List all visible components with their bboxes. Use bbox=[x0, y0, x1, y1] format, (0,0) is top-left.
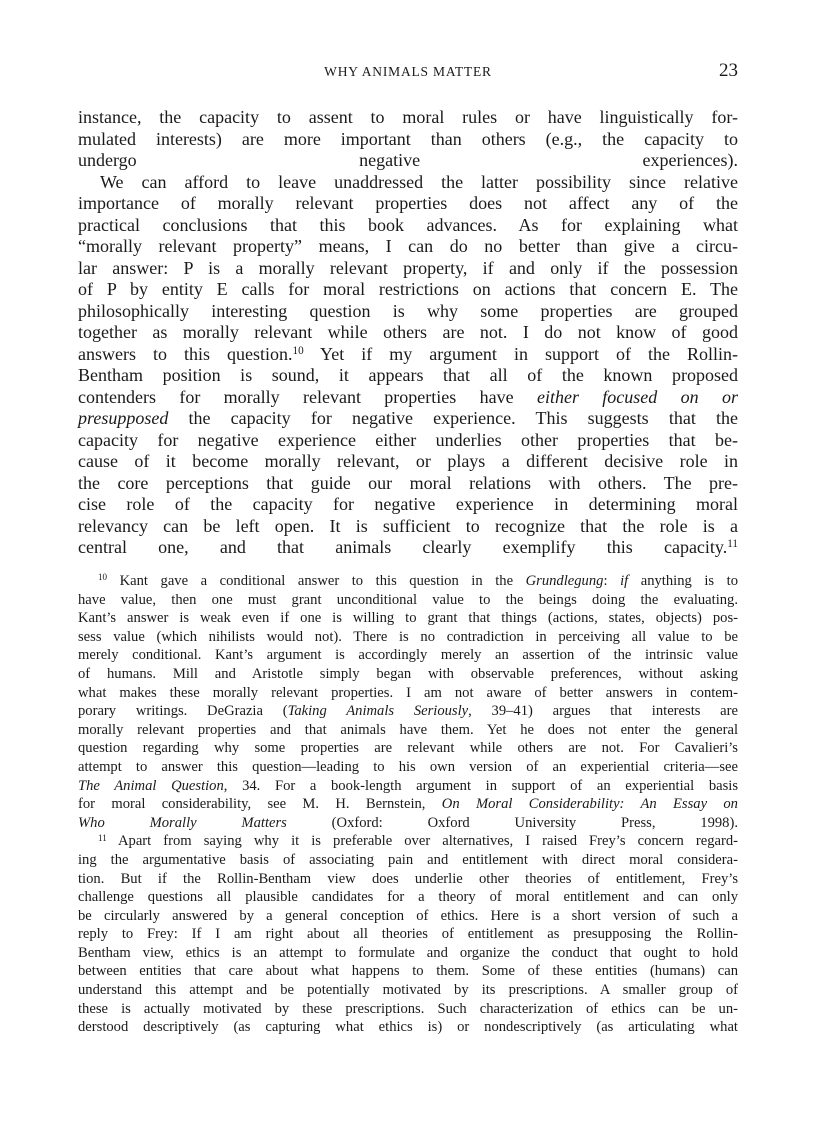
text-segment: mulated interests) are more important than others (e.g., the capacity to bbox=[78, 128, 738, 149]
text-segment: between entities that care about what happens to them. Some of these entities (humans) can bbox=[78, 963, 738, 980]
body-line bbox=[78, 215, 738, 237]
text-segment: practical conclusions that this book advances. As for explaining what bbox=[78, 214, 738, 235]
text-segment: challenge questions all plausible candidates for a theory of moral entitlement and can only bbox=[78, 889, 738, 906]
footnote-line bbox=[78, 758, 738, 777]
text-segment: these is actually motivated by these prescriptions. Such characterization of ethics can be un- bbox=[78, 1000, 738, 1017]
text-segment: understand this attempt and be potentially motivated by its prescriptions. A smaller group of bbox=[78, 982, 738, 999]
footnote-line bbox=[78, 888, 738, 907]
text-segment: derstood descriptively (as capturing what ethics is) or nondescriptively (as articulating what bbox=[78, 1019, 738, 1036]
text-segment: the core perceptions that guide our moral relations with others. The pre- bbox=[78, 472, 738, 493]
footnote-line bbox=[78, 832, 738, 851]
body-text bbox=[78, 107, 738, 559]
text-segment: together as morally relevant while others are not. I do not know of good bbox=[78, 322, 738, 342]
body-line bbox=[78, 107, 738, 129]
footnote-marker: 11 bbox=[727, 538, 738, 551]
footnote-line bbox=[78, 739, 738, 758]
footnote-line bbox=[78, 1018, 738, 1037]
text-segment: Bentham position is sound, it appears that all of the known proposed bbox=[78, 365, 738, 385]
text-segment: attempt to answer this question—leading to his own version of an experiential criteria—see bbox=[78, 758, 738, 775]
text-segment: Bentham view, ethics is an attempt to formulate and organize the conduct that ought to hold bbox=[78, 944, 738, 961]
text-segment: central one, and that animals clearly exemplify this capacity. bbox=[78, 537, 728, 557]
text-segment: of humans. Mill and Aristotle simply began with observable preferences, without asking bbox=[78, 665, 738, 682]
footnote-line bbox=[78, 925, 738, 944]
body-line bbox=[78, 172, 738, 194]
text-segment: capacity for negative experience either underlies other properties that be- bbox=[78, 429, 738, 450]
text-segment: : bbox=[603, 573, 621, 589]
footnote-line bbox=[78, 665, 738, 684]
footnote-marker: 10 bbox=[292, 344, 304, 357]
text-segment: We can afford to leave unaddressed the latter possibility since relative bbox=[100, 171, 738, 192]
body-line bbox=[78, 408, 738, 430]
body-line bbox=[78, 387, 738, 409]
footnote-line bbox=[78, 702, 738, 721]
body-line bbox=[78, 365, 738, 387]
text-segment: Kant gave a conditional answer to this question in the bbox=[107, 573, 526, 589]
body-line bbox=[78, 129, 738, 151]
text-segment: (Oxford: Oxford University Press, 1998). bbox=[286, 814, 738, 831]
text-segment: have value, then one must grant unconditional value to the beings doing the evaluating. bbox=[78, 591, 738, 608]
text-segment: importance of morally relevant properties does not affect any of the bbox=[78, 193, 738, 213]
text-segment: reply to Frey: If I am right about all theories of entitlement as presupposing the Rollin- bbox=[78, 926, 738, 943]
footnote-line bbox=[78, 981, 738, 1000]
text-segment: lar answer: P is a morally relevant property, if and only if the possession bbox=[78, 257, 738, 278]
footnote-line bbox=[78, 870, 738, 889]
italic-text: Grundlegung bbox=[525, 573, 604, 589]
body-line bbox=[78, 473, 738, 495]
footnote-line bbox=[78, 814, 738, 833]
text-segment: for moral considerability, see M. H. Bernstein, bbox=[78, 796, 442, 813]
text-segment: anything is to bbox=[628, 573, 738, 589]
footnote-line bbox=[78, 851, 738, 870]
body-line bbox=[78, 301, 738, 323]
italic-text: if bbox=[620, 573, 629, 589]
text-segment: question regarding why some properties are relevant while others are not. For Cavalieri’s bbox=[78, 740, 738, 757]
running-header-title: WHY ANIMALS MATTER bbox=[324, 64, 492, 79]
footnote-line bbox=[78, 591, 738, 610]
text-segment: Yet if my argument in support of the Rollin- bbox=[303, 343, 738, 364]
text-segment: , 34. For a book-length argument in support of an experiential basis bbox=[223, 777, 739, 794]
body-line bbox=[78, 494, 738, 516]
text-segment: contenders for morally relevant properties have bbox=[78, 386, 537, 407]
text-segment: what makes these morally relevant properties. I am not aware of better answers in contem- bbox=[78, 684, 738, 701]
text-segment: tion. But if the Rollin-Bentham view does underlie other theories of entitlement, Frey’s bbox=[78, 870, 738, 887]
footnote-marker: 10 bbox=[98, 572, 108, 583]
body-line bbox=[78, 279, 738, 301]
footnote-line bbox=[78, 1000, 738, 1019]
footnote-line bbox=[78, 795, 738, 814]
italic-text: either focused on or bbox=[536, 386, 738, 407]
text-segment: porary writings. DeGrazia ( bbox=[78, 703, 288, 720]
footnote-line bbox=[78, 646, 738, 665]
body-line bbox=[78, 150, 738, 172]
footnote-line bbox=[78, 944, 738, 963]
page-number: 23 bbox=[719, 60, 738, 81]
text-segment: , 39–41) argues that interests are bbox=[468, 703, 738, 720]
text-segment: Kant’s answer is weak even if one is willing to grant that things (actions, states, objects) pos- bbox=[78, 610, 738, 627]
text-segment: Apart from saying why it is preferable over alternatives, I raised Frey’s concern regard- bbox=[106, 833, 738, 850]
body-line bbox=[78, 258, 738, 280]
text-segment: ing the argumentative basis of associating pain and entitlement with direct moral considera- bbox=[78, 851, 738, 868]
text-segment: the capacity for negative experience. This suggests that the bbox=[168, 408, 738, 428]
footnotes bbox=[78, 572, 738, 1037]
footnote-line bbox=[78, 907, 738, 926]
text-segment: cise role of the capacity for negative experience in determining moral bbox=[78, 494, 738, 514]
text-segment: relevancy can be left open. It is sufficient to recognize that the role is a bbox=[78, 515, 738, 536]
body-line bbox=[78, 537, 738, 559]
body-line bbox=[78, 516, 738, 538]
text-segment: merely conditional. Kant’s argument is accordingly merely an assertion of the intrinsic value bbox=[78, 647, 738, 664]
body-line bbox=[78, 344, 738, 366]
text-segment: sess value (which nihilists would not). There is no contradiction in perceiving all value to be bbox=[78, 628, 738, 645]
body-line bbox=[78, 451, 738, 473]
body-line bbox=[78, 193, 738, 215]
text-segment: instance, the capacity to assent to moral rules or have linguistically for- bbox=[78, 107, 738, 127]
text-segment: undergo negative experiences). bbox=[78, 150, 738, 170]
italic-text: On Moral Considerability: An Essay on bbox=[441, 796, 738, 813]
italic-text: presupposed bbox=[78, 408, 169, 428]
footnote-marker: 11 bbox=[98, 832, 107, 843]
footnote-line bbox=[78, 721, 738, 740]
footnote-line bbox=[78, 684, 738, 703]
footnote-line bbox=[78, 572, 738, 591]
footnote-line bbox=[78, 777, 738, 796]
text-segment: be circularly answered by a general conception of ethics. Here is a short version of such a bbox=[78, 907, 738, 924]
text-segment: of P by entity E calls for moral restrictions on actions that concern E. The bbox=[78, 279, 738, 299]
italic-text: The Animal Question bbox=[78, 777, 224, 794]
body-line bbox=[78, 236, 738, 258]
text-segment: answers to this question. bbox=[78, 343, 293, 364]
body-line bbox=[78, 430, 738, 452]
text-segment: morally relevant properties and that animals have them. Yet he does not enter the general bbox=[78, 721, 738, 738]
italic-text: Who Morally Matters bbox=[78, 814, 287, 831]
footnote-line bbox=[78, 628, 738, 647]
body-line bbox=[78, 322, 738, 344]
footnote-line bbox=[78, 609, 738, 628]
text-segment: “morally relevant property” means, I can do no better than give a circu- bbox=[78, 236, 738, 256]
text-segment: philosophically interesting question is why some properties are grouped bbox=[78, 300, 738, 321]
italic-text: Taking Animals Seriously bbox=[287, 703, 469, 720]
text-segment: cause of it become morally relevant, or plays a different decisive role in bbox=[78, 451, 738, 471]
footnote-line bbox=[78, 962, 738, 981]
